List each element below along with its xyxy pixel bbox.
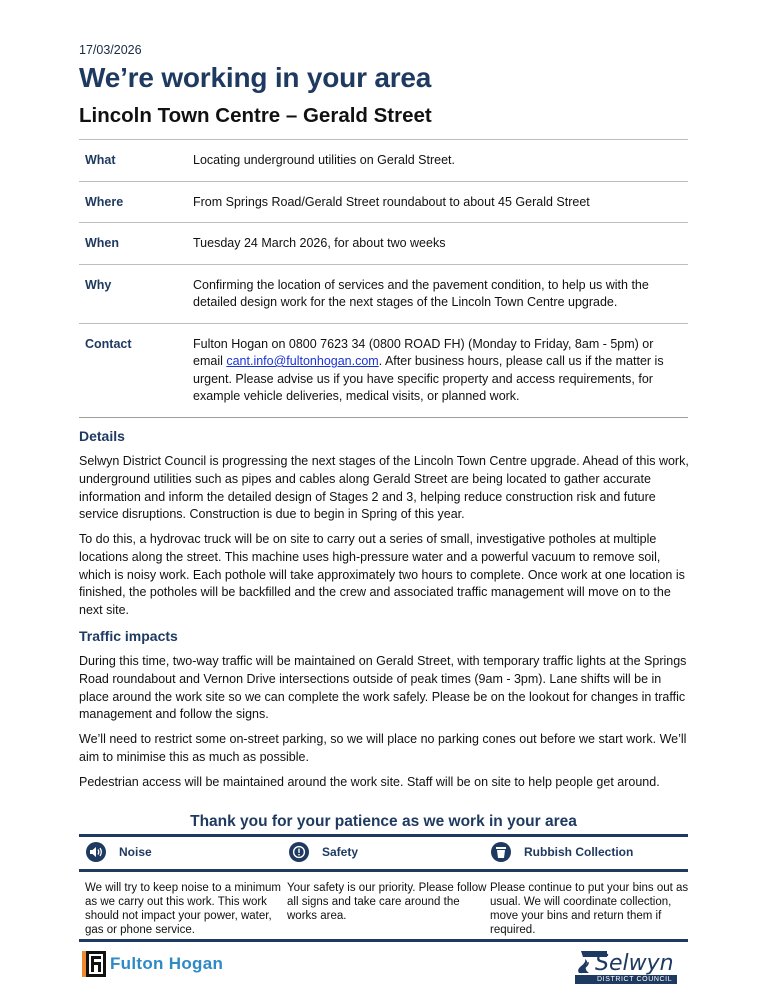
row-key-contact: Contact — [79, 323, 183, 417]
contact-text-before: Fulton Hogan on 0800 7623 34 (0800 ROAD FH) (Monday to Friday, 8am - 5pm) or email — [193, 336, 654, 368]
panel-label-noise: Noise — [119, 845, 152, 859]
panel-text-safety: Your safety is our priority. Please follow all signs and take care around the works area. — [287, 882, 487, 922]
table-row — [79, 140, 688, 182]
table-row — [79, 181, 688, 223]
row-key-why: Why — [79, 264, 183, 323]
notice-date: 17/03/2026 — [79, 43, 142, 57]
info-table — [79, 139, 688, 418]
selwyn-name: Selwyn — [595, 951, 674, 976]
selwyn-logo — [573, 949, 679, 985]
traffic-paragraph-3: Pedestrian access will be maintained around the work site. Staff will be on site to help people get around. — [79, 775, 660, 789]
contact-text-after: . After business hours, please call us if the matter is urgent. Please advise us if you have specific property and access requirements, for example vehicle deliveries, medical visits, or planned work. — [193, 354, 664, 403]
panel-header-safety — [282, 838, 358, 866]
row-value-why: Confirming the location of services and the pavement condition, to help us with the detailed design work for the next stages of the Lincoln Town Centre upgrade. — [183, 264, 688, 323]
row-value-where: From Springs Road/Gerald Street roundabout to about 45 Gerald Street — [183, 181, 688, 223]
exclamation-icon — [289, 842, 309, 862]
table-row — [79, 223, 688, 265]
row-value-when: Tuesday 24 March 2026, for about two weeks — [183, 223, 688, 265]
row-key-what: What — [79, 140, 183, 182]
row-value-contact — [183, 323, 688, 417]
row-key-where: Where — [79, 181, 183, 223]
traffic-paragraph-1: During this time, two-way traffic will be maintained on Gerald Street, with temporary traffic lights at the Springs Road roundabout and Vernon Drive intersections outside of peak times (9am - 3pm). Lane shifts will be in place around the work site so we can complete the work safely. Please be on the lookout for changes in traffic management and follow the signs. — [79, 654, 687, 722]
panel-top-rule — [79, 834, 688, 837]
row-key-when: When — [79, 223, 183, 265]
thanks-heading: Thank you for your patience as we work in your area — [190, 813, 577, 830]
page-subtitle: Lincoln Town Centre – Gerald Street — [79, 104, 432, 127]
bin-icon — [491, 842, 511, 862]
panel-label-rubbish: Rubbish Collection — [524, 845, 634, 859]
speaker-icon — [86, 842, 106, 862]
fulton-hogan-name: Fulton Hogan — [110, 954, 224, 973]
details-paragraph-1: Selwyn District Council is progressing the next stages of the Lincoln Town Centre upgrade. Ahead of this work, underground utilities such as pipes and cables along Gerald Street are being located to gather accurate information and inform the detailed design of Stages 2 and 3, helping reduce construction risk and future service disruptions. Construction is due to begin in Spring of this year. — [79, 454, 689, 522]
details-heading: Details — [79, 428, 125, 444]
traffic-heading: Traffic impacts — [79, 628, 178, 644]
panel-text-noise: We will try to keep noise to a minimum as we carry out this work. This work should not impact your power, water, gas or phone service. — [85, 882, 281, 936]
panel-label-safety: Safety — [322, 845, 359, 859]
panel-header-noise — [79, 838, 152, 866]
contact-email-link[interactable]: cant.info@fultonhogan.com — [226, 354, 379, 368]
page-title: We’re working in your area — [79, 62, 432, 93]
details-paragraph-2: To do this, a hydrovac truck will be on site to carry out a series of small, investigative potholes at multiple locations along the street. This machine uses high-pressure water and a powerful vacuum to remove soil, which is noisy work. Each pothole will take approximately two hours to complete. Once work at one location is finished, the potholes will be backfilled and the crew and associated traffic management will move on to the next site. — [79, 532, 685, 618]
panel-text-rubbish: Please continue to put your bins out as usual. We will coordinate collection, move your bins and return them if required. — [490, 882, 689, 936]
row-value-what: Locating underground utilities on Gerald Street. — [183, 140, 688, 182]
panel-mid-rule — [79, 869, 688, 872]
table-row — [79, 323, 688, 417]
table-row — [79, 264, 688, 323]
panel-bottom-rule — [79, 939, 688, 942]
fulton-hogan-mark-icon — [82, 951, 106, 977]
panel-header-rubbish — [484, 838, 633, 866]
fulton-hogan-logo — [82, 951, 223, 977]
traffic-paragraph-2: We’ll need to restrict some on-street parking, so we will place no parking cones out before we start work. We’ll aim to minimise this as much as possible. — [79, 732, 687, 764]
selwyn-subtitle: DISTRICT COUNCIL — [597, 976, 673, 983]
